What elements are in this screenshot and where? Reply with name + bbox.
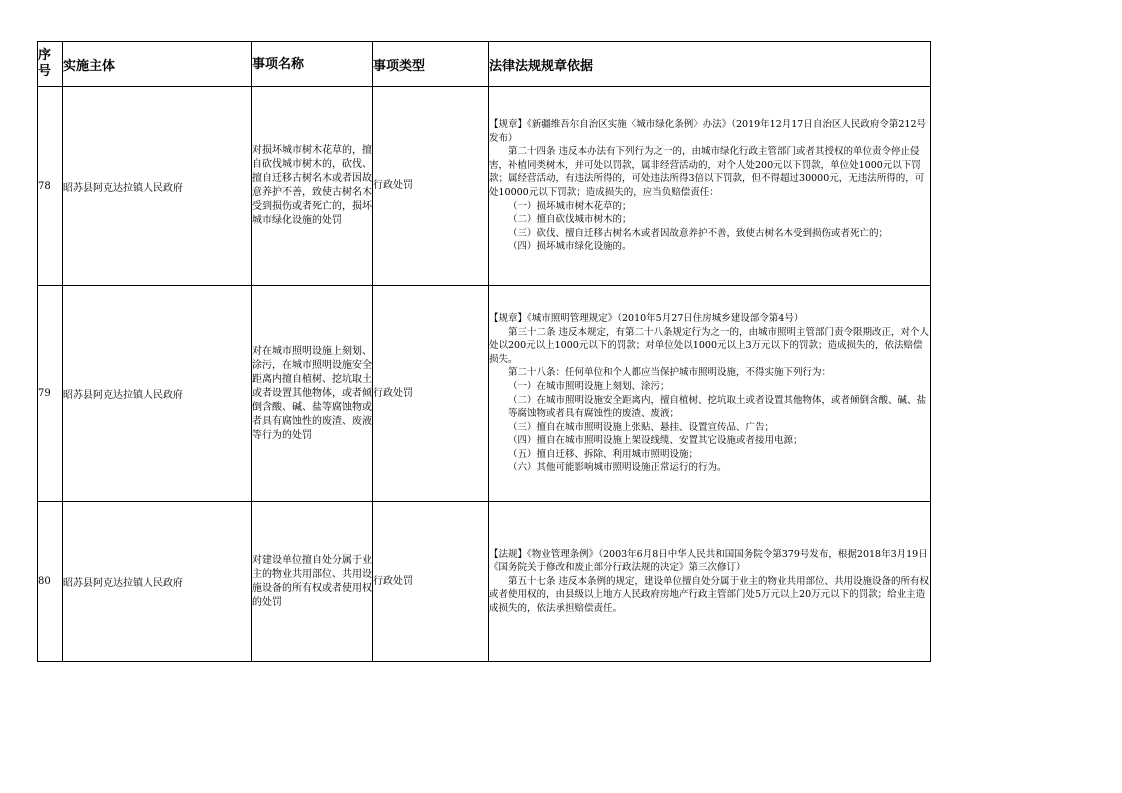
basis-item: （二）在城市照明设施安全距离内，擅自植树、挖坑取土或者设置其他物体，或者倾倒含酸、碱、盐等腐蚀物或者具有腐蚀性的废渣、废液；: [508, 394, 927, 420]
row-entity: 昭苏县阿克达拉镇人民政府: [63, 87, 252, 286]
basis-item: （一）在城市照明设施上刻划、涂污；: [508, 380, 670, 392]
row-item-type: 行政处罚: [373, 286, 489, 502]
basis-item: （一）损坏城市树木花草的；: [508, 200, 632, 212]
header-row: [38, 42, 931, 87]
row-item-name: 对损坏城市树木花草的，擅自砍伐城市树木的，砍伐、擅自迁移古树名木或者因故意养护不善，致使古树名木受到损伤或者死亡的，损坏城市绿化设施的处罚: [252, 87, 373, 286]
table-row: [38, 87, 931, 286]
basis-item: （二）擅自砍伐城市树木的；: [508, 214, 632, 226]
row-number: 78: [38, 87, 63, 286]
header-item-type: 事项类型: [373, 42, 489, 87]
enforcement-items-table: [37, 41, 931, 662]
basis-source: 【法规】《物业管理条例》（2003年6月8日中华人民共和国国务院令第379号发布，根据2018年3月19日《国务院关于修改和废止部分行政法规的决定》第三次修订）: [489, 548, 928, 574]
basis-source: 【规章】《城市照明管理规定》（2010年5月27日住房城乡建设部令第4号）: [489, 312, 804, 324]
basis-item: （四）损坏城市绿化设施的。: [508, 241, 632, 253]
basis-article: 第三十二条 违反本规定，有第二十八条规定行为之一的，由城市照明主管部门责令限期改正，对个人处以200元以上1000元以下的罚款；对单位处以1000元以上3万元以下的罚款；造成损失的，依法赔偿损失。: [489, 326, 930, 365]
row-item-type: 行政处罚: [373, 502, 489, 662]
table-row: [38, 286, 931, 502]
basis-item: （六）其他可能影响城市照明设施正常运行的行为。: [508, 462, 727, 474]
row-legal-basis: [489, 286, 931, 502]
basis-article: 第五十七条 违反本条例的规定，建设单位擅自处分属于业主的物业共用部位、共用设施设备的所有权或者使用权的，由县级以上地方人民政府房地产行政主管部门处5万元以上20万元以下的罚款；给业主造成损失的，依法承担赔偿责任。: [489, 575, 930, 614]
basis-article-secondary: 第二十八条：任何单位和个人都应当保护城市照明设施，不得实施下列行为：: [508, 367, 832, 379]
basis-source: 【规章】《新疆维吾尔自治区实施〈城市绿化条例〉办法》（2019年12月17日自治区人民政府令第212号发布）: [489, 119, 926, 144]
row-item-type: 行政处罚: [373, 87, 489, 286]
header-implementing-entity: 实施主体: [63, 42, 252, 87]
row-number: 80: [38, 502, 63, 662]
basis-item: （三）擅自在城市照明设施上张贴、悬挂、设置宣传品、广告；: [508, 421, 775, 433]
row-item-name: 对在城市照明设施上刻划、涂污，在城市照明设施安全距离内擅自植树、挖坑取土或者设置其他物体，或者倾倒含酸、碱、盐等腐蚀物或者具有腐蚀性的废渣、废液等行为的处罚: [252, 286, 373, 502]
header-serial-number: 序号: [38, 42, 63, 87]
table-row: [38, 502, 931, 662]
basis-article: 第二十四条 违反本办法有下列行为之一的，由城市绿化行政主管部门或者其授权的单位责令停止侵害，补植同类树木，并可处以罚款，属非经营活动的，对个人处200元以下罚款，单位处1000元以下罚款；属经营活动，有违法所得的，可处违法所得3倍以下罚款，但不得超过30000元，无违法所得的，可处10000元以下罚款；造成损失的，应当负赔偿责任：: [489, 146, 925, 198]
row-number: 79: [38, 286, 63, 502]
row-entity: 昭苏县阿克达拉镇人民政府: [63, 502, 252, 662]
header-legal-basis: 法律法规规章依据: [489, 42, 931, 87]
basis-item: （四）擅自在城市照明设施上架设线缆、安置其它设施或者接用电源；: [508, 435, 803, 447]
row-legal-basis: [489, 502, 931, 662]
basis-item: （三）砍伐、擅自迁移古树名木或者因故意养护不善，致使古树名木受到损伤或者死亡的；: [508, 227, 889, 239]
row-item-name: 对建设单位擅自处分属于业主的物业共用部位、共用设施设备的所有权或者使用权的处罚: [252, 502, 373, 662]
basis-item: （五）擅自迁移、拆除、利用城市照明设施；: [508, 448, 699, 460]
row-legal-basis: [489, 87, 931, 286]
row-entity: 昭苏县阿克达拉镇人民政府: [63, 286, 252, 502]
header-item-name: 事项名称: [252, 42, 373, 87]
